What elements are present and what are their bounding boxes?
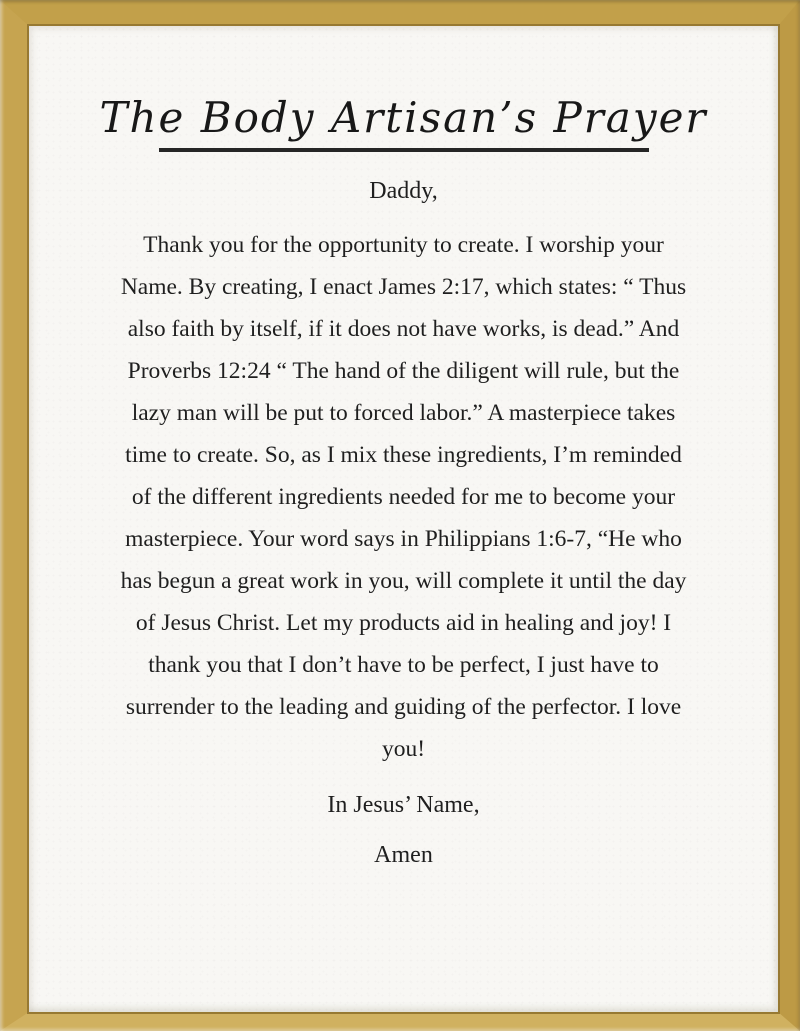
prayer-title: The Body Artisan’s Prayer	[99, 93, 708, 142]
prayer-line: surrender to the leading and guiding of the perfector. I love	[125, 694, 682, 720]
prayer-line: Thank you for the opportunity to create. I worship your	[143, 232, 664, 258]
prayer-line: of Jesus Christ. Let my products aid in healing and joy! I	[135, 610, 672, 636]
salutation-text: Daddy,	[369, 178, 438, 204]
prayer-line: masterpiece. Your word says in Philippians 1:6-7, “He who	[125, 526, 682, 552]
prayer-line: also faith by itself, if it does not have works, is dead.” And	[127, 316, 680, 342]
prayer-line: lazy man will be put to forced labor.” A masterpiece takes	[131, 400, 676, 426]
closing-text: In Jesus’ Name,	[327, 792, 480, 818]
signoff-text: Amen	[374, 842, 433, 868]
prayer-body	[64, 224, 744, 770]
prayer-line: has begun a great work in you, will complete it until the day	[120, 568, 687, 594]
prayer-line: Proverbs 12:24 “ The hand of the diligent will rule, but the	[127, 358, 680, 384]
prayer-line: you!	[381, 736, 426, 762]
prayer-page	[29, 26, 778, 1012]
title-underline	[159, 148, 649, 152]
prayer-line: time to create. So, as I mix these ingredients, I’m reminded	[125, 442, 682, 468]
prayer-line: of the different ingredients needed for me to become your	[131, 484, 676, 510]
prayer-line: thank you that I don’t have to be perfect, I just have to	[148, 652, 659, 678]
prayer-line: Name. By creating, I enact James 2:17, which states: “ Thus	[120, 274, 687, 300]
